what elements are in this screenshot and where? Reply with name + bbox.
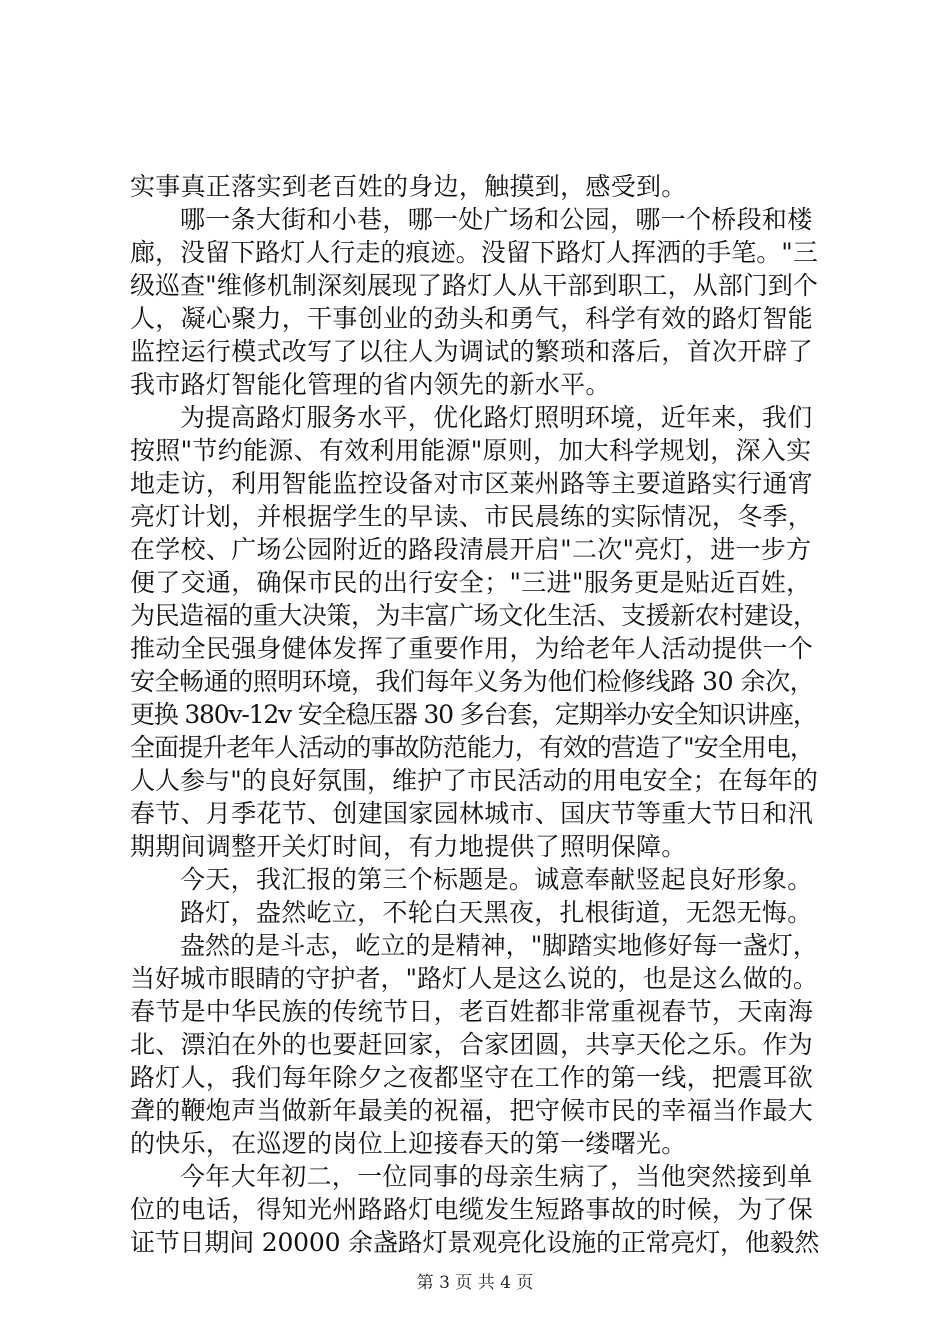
text-line: 亮灯计划，并根据学生的早读、市民晨练的实际情况，冬季，	[130, 502, 814, 531]
text-line: 在学校、广场公园附近的路段清晨开启"二次"亮灯，进一步方	[130, 535, 812, 564]
text-line: 更换 380v-12v 安全稳压器 30 多台套，定期举办安全知识讲座，	[130, 700, 817, 729]
text-line: 按照"节约能源、有效利用能源"原则，加大科学规划，深入实	[130, 436, 812, 465]
text-line: 为提高路灯服务水平，优化路灯照明环境，近年来，我们	[180, 403, 813, 432]
text-line: 为民造福的重大决策，为丰富广场文化生活、支援新农村建设，	[130, 601, 818, 630]
text-line: 地走访，利用智能监控设备对市区莱州路等主要道路实行通宵	[130, 469, 814, 498]
text-line: 位的电话，得知光州路路灯电缆发生短路事故的时候，为了保	[130, 1195, 814, 1224]
text-line: 路灯，盎然屹立，不轮白天黑夜，扎根街道，无怨无悔。	[180, 898, 813, 927]
text-line: 我市路灯智能化管理的省内领先的新水平。	[130, 370, 611, 399]
text-line: 期期间调整开关灯时间，有力地提供了照明保障。	[130, 832, 687, 861]
text-line: 证节日期间 20000 余盏路灯景观亮化设施的正常亮灯，他毅然	[130, 1228, 820, 1257]
text-line: 推动全民强身健体发挥了重要作用，为给老年人活动提供一个	[130, 634, 814, 663]
text-line: 聋的鞭炮声当做新年最美的祝福，把守候市民的幸福当作最大	[130, 1096, 814, 1125]
text-line: 便了交通，确保市民的出行安全；"三进"服务更是贴近百姓，	[130, 568, 812, 597]
text-line: 哪一条大街和小巷，哪一处广场和公园，哪一个桥段和楼	[180, 205, 813, 234]
text-line: 今天，我汇报的第三个标题是。诚意奉献竖起良好形象。	[180, 865, 813, 894]
text-line: 的快乐，在巡逻的岗位上迎接春天的第一缕曙光。	[130, 1129, 687, 1158]
text-line: 春节、月季花节、创建国家园林城市、国庆节等重大节日和汛	[130, 799, 814, 828]
text-line: 廊，没留下路灯人行走的痕迹。没留下路灯人挥洒的手笔。"三	[130, 238, 818, 267]
document-body	[130, 170, 820, 1259]
text-line: 人人参与"的良好氛围，维护了市民活动的用电安全；在每年的	[130, 766, 818, 795]
text-line: 今年大年初二，一位同事的母亲生病了，当他突然接到单	[180, 1162, 813, 1191]
text-line: 人，凝心聚力，干事创业的劲头和勇气，科学有效的路灯智能	[130, 304, 814, 333]
text-line: 级巡查"维修机制深刻展现了路灯人从干部到职工，从部门到个	[130, 271, 818, 300]
text-line: 全面提升老年人活动的事故防范能力，有效的营造了"安全用电，	[130, 733, 814, 762]
text-line: 安全畅通的照明环境，我们每年义务为他们检修线路 30 余次，	[130, 667, 815, 696]
text-line: 实事真正落实到老百姓的身边，触摸到，感受到。	[130, 172, 687, 201]
page-footer: 第 3 页 共 4 页	[416, 1273, 534, 1293]
text-line: 盎然的是斗志，屹立的是精神，"脚踏实地修好每一盏灯，	[180, 931, 818, 960]
text-line: 路灯人，我们每年除夕之夜都坚守在工作的第一线，把震耳欲	[130, 1063, 814, 1092]
text-line: 监控运行模式改写了以往人为调试的繁琐和落后，首次开辟了	[130, 337, 814, 366]
text-line: 春节是中华民族的传统节日，老百姓都非常重视春节，天南海	[130, 997, 814, 1026]
text-line: 北、漂泊在外的也要赶回家，合家团圆，共享天伦之乐。作为	[130, 1030, 814, 1059]
text-line: 当好城市眼睛的守护者，"路灯人是这么说的，也是这么做的。	[130, 964, 818, 993]
